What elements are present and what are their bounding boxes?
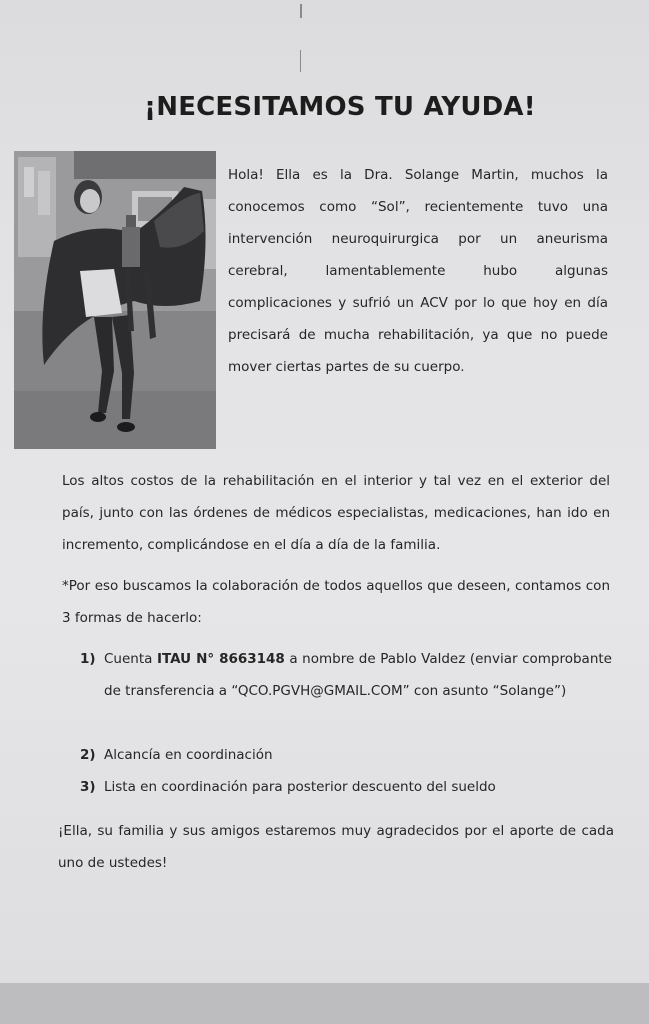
costs-paragraph: Los altos costos de la rehabilitación en el interior y tal vez en el exterior del país, junto con las órdenes de médicos especialistas, medicaciones, han ido en incremento, complicándose en el día a día de la familia. — [62, 473, 610, 553]
flyer-title: ¡NECESITAMOS TU AYUDA! — [144, 92, 536, 122]
bank-account-number: ITAU N° 8663148 — [156, 651, 285, 667]
option-number: 1) — [80, 651, 96, 667]
option-piggy-bank — [80, 739, 612, 771]
intro-paragraph: Hola! Ella es la Dra. Solange Martin, muchos la conocemos como “Sol”, recientemente tuvo una intervención neuroquirurgica por un aneurisma cerebral, lamentablemente hubo algunas complicaciones y sufrió un ACV por lo que hoy en día precisará de mucha rehabilitación, ya que no puede mover ciertas partes de su cuerpo. — [228, 167, 608, 375]
option-text: Lista en coordinación para posterior descuento del sueldo — [104, 779, 496, 795]
collaboration-paragraph: *Por eso buscamos la colaboración de todos aquellos que deseen, contamos con 3 formas de hacerlo: — [62, 578, 610, 626]
photo-illustration — [14, 151, 216, 449]
option-bank-account — [80, 643, 612, 707]
staple-mark — [300, 4, 302, 18]
option-text: Alcancía en coordinación — [104, 747, 273, 763]
fold-mark — [300, 50, 301, 72]
closing-paragraph: ¡Ella, su familia y sus amigos estaremos muy agradecidos por el aporte de cada uno de ustedes! — [58, 823, 614, 871]
option-prefix: Cuenta — [104, 651, 157, 667]
option-text — [104, 643, 612, 707]
option-number: 3) — [80, 779, 96, 795]
background-surface — [0, 983, 649, 1024]
option-number: 2) — [80, 747, 96, 763]
photo-of-woman-with-flag — [14, 151, 216, 449]
option-salary-list — [80, 771, 612, 803]
option-suffix: a nombre de Pablo Valdez (enviar comprobante de transferencia a “QCO.PGVH@GMAIL.COM” con asunto “Solange”) — [104, 651, 612, 699]
